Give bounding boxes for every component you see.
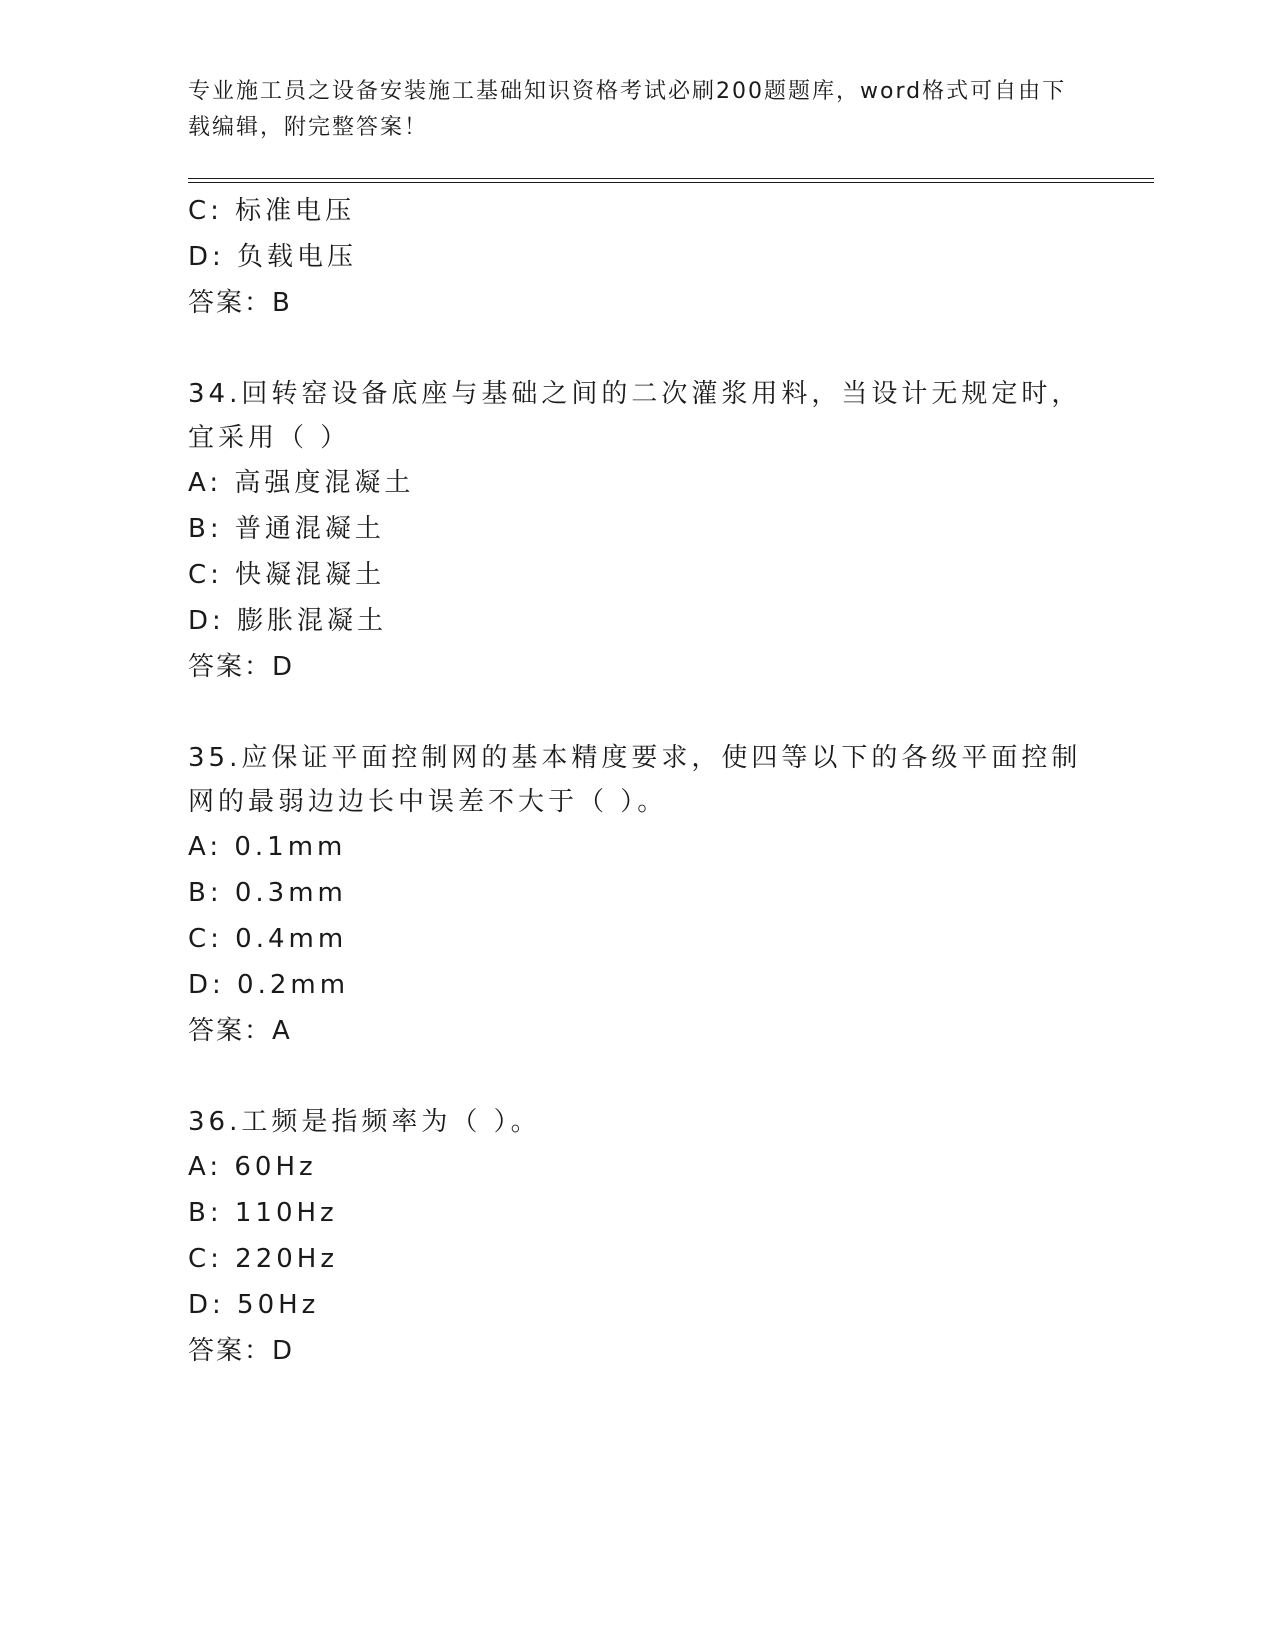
option-b: B: 110Hz — [188, 1198, 338, 1228]
question-block-prev — [188, 188, 1088, 326]
option-d: D: 50Hz — [188, 1290, 320, 1320]
spacer — [188, 1054, 1088, 1100]
answer-line: 答案：D — [188, 652, 295, 682]
question-block-36 — [188, 1100, 1088, 1374]
option-c: C: 标准电压 — [188, 196, 356, 226]
answer-line: 答案：B — [188, 288, 292, 318]
option-d: D: 膨胀混凝土 — [188, 606, 388, 636]
option-b: B: 0.3mm — [188, 878, 347, 908]
option-c: C: 220Hz — [188, 1244, 339, 1274]
question-text: 36.工频是指频率为（ ）。 — [188, 1107, 541, 1137]
spacer — [188, 326, 1088, 372]
option-d: D: 0.2mm — [188, 970, 350, 1000]
question-block-35 — [188, 736, 1088, 1054]
answer-line: 答案：A — [188, 1016, 292, 1046]
question-block-34 — [188, 372, 1088, 690]
header-rule-bottom — [188, 182, 1154, 183]
option-a: A: 高强度混凝土 — [188, 468, 415, 498]
option-a: A: 0.1mm — [188, 832, 347, 862]
option-b: B: 普通混凝土 — [188, 514, 385, 544]
option-d: D: 负载电压 — [188, 242, 358, 272]
option-a: A: 60Hz — [188, 1152, 317, 1182]
option-c: C: 快凝混凝土 — [188, 560, 386, 590]
answer-line: 答案：D — [188, 1336, 295, 1366]
option-c: C: 0.4mm — [188, 924, 348, 954]
document-body — [188, 188, 1088, 1374]
spacer — [188, 690, 1088, 736]
header-rule-top — [188, 178, 1154, 179]
question-text: 35.应保证平面控制网的基本精度要求，使四等以下的各级平面控制网的最弱边边长中误差不大于（ ）。 — [188, 743, 1082, 817]
document-header: 专业施工员之设备安装施工基础知识资格考试必刷200题题库，word格式可自由下载编辑，附完整答案！ — [188, 79, 1067, 140]
question-text: 34.回转窑设备底座与基础之间的二次灌浆用料，当设计无规定时，宜采用（ ） — [188, 379, 1082, 453]
